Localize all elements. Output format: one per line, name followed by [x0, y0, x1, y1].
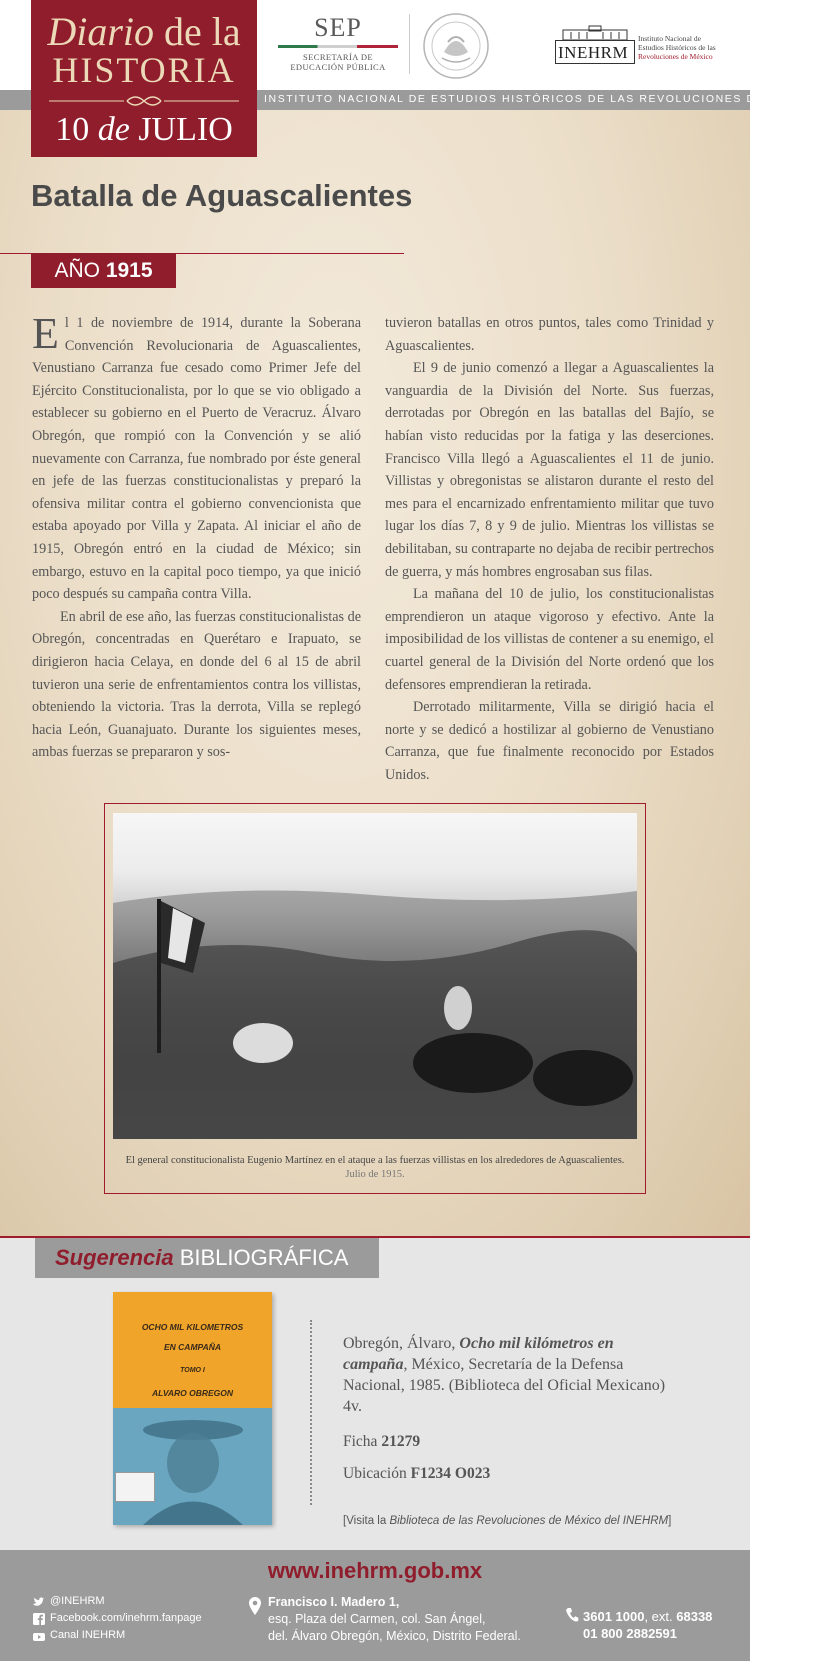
paragraph-1: l 1 de noviembre de 1914, durante la Soberana Convención Revolucionaria de Aguascalientes, Venustiano Carranza fue cesado como Primer Jefe del Ejército Constitucionalista, por lo que se vio obligado a establecer su gobierno en el Puerto de Veracruz. Álvaro Obregón, que rompió con la Convención y se alió nuevamente con Carranza, fue nombrado por éste general en jefe de las fuerzas constitucionalistas y preparó la ofensiva militar contra el gobierno convencionista que estaba apoyado por Villa y Zapata. Al iniciar el año de 1915, Obregón entró en la ciudad de México; sin embargo, estuvo en la capital poco tiempo, ya que inició poco después su campaña contra Villa.: [32, 315, 361, 603]
dotted-divider: [310, 1320, 312, 1505]
sep-logo: SEP SECRETARÍA DE EDUCACIÓN PÚBLICA: [278, 14, 398, 72]
location-pin-icon: [249, 1597, 261, 1615]
article-headline: Batalla de Aguascalientes: [31, 178, 413, 213]
sep-abbr: SEP: [314, 13, 362, 42]
facebook-link[interactable]: Facebook.com/inehrm.fanpage: [33, 1610, 202, 1627]
inehrm-building-icon: [563, 26, 627, 40]
article-column-2: [385, 312, 714, 786]
title-date: 10 de JULIO: [55, 111, 233, 148]
book-cover: OCHO MIL KILOMETROS EN CAMPAÑA TOMO I ALVARO OBREGON: [113, 1292, 272, 1525]
paragraph-3: El 9 de junio comenzó a llegar a Aguascalientes la vanguardia de la División del Norte. Sus fuerzas, derrotadas por Obregón en las batallas del Bajío, se habían visto reducidas por la fatiga y las deserciones. Francisco Villa llegó a Aguascalientes el 11 de junio. Villistas y obregonistas se alistaron durante el resto del mes para el encarnizado enfrentamiento militar que tuvo lugar los días 7, 8 y 9 de julio. Mientras los villistas se debilitaban, su contraparte no dejaba de recibir pertrechos de guerra, y más hombres engrosaban sus filas.: [385, 360, 714, 580]
photo-caption: El general constitucionalista Eugenio Martínez en el ataque a las fuerzas villistas en los alrededores de Aguascalientes. Julio de 1915.: [125, 1155, 625, 1180]
institute-band-text: INSTITUTO NACIONAL DE ESTUDIOS HISTÓRICOS DE LAS REVOLUCIONES DE MÉXICO: [264, 93, 820, 105]
title-historia: HISTORIA: [52, 50, 236, 90]
diario-historia-title: [31, 0, 257, 157]
ornament-icon: [49, 95, 239, 107]
twitter-link[interactable]: @INEHRM: [33, 1593, 202, 1610]
bibliography-tab: Sugerencia BIBLIOGRÁFICA: [35, 1238, 379, 1278]
national-seal-icon: [422, 12, 490, 80]
inehrm-abbr: INEHRM: [558, 43, 629, 62]
footer: [0, 1550, 750, 1661]
title-diario: Diario: [47, 9, 155, 54]
paragraph-4: La mañana del 10 de julio, los constitucionalistas emprendieron un ataque vigoroso y efectivo. Ante la imposibilidad de los villistas de contener a su enemigo, el cuartel general de la División del Norte ordenó que los defensores emprendieran la retirada.: [385, 586, 714, 693]
library-visit-note: [Visita la Biblioteca de las Revoluciones de México del INEHRM]: [343, 1515, 672, 1527]
library-label: [115, 1472, 155, 1502]
ficha-number: Ficha 21279: [343, 1433, 421, 1450]
logo-divider: [409, 14, 410, 74]
address: Francisco I. Madero 1, esq. Plaza del Carmen, col. San Ángel, del. Álvaro Obregón, México, Distrito Federal.: [268, 1595, 521, 1643]
phone-numbers: 3601 1000, ext. 68338 01 800 2882591: [583, 1609, 713, 1641]
paragraph-5: Derrotado militarmente, Villa se dirigió hacia el norte y se dedicó a hostilizar al gobierno de Venustiano Carranza, que fue finalmente reconocido por Estados Unidos.: [385, 699, 714, 783]
facebook-icon: [33, 1613, 45, 1625]
paragraph-2-continued: tuvieron batallas en otros puntos, tales como Trinidad y Aguascalientes.: [385, 315, 714, 354]
social-links: [33, 1593, 202, 1644]
historic-photo: [113, 813, 637, 1139]
youtube-link[interactable]: Canal INEHRM: [33, 1627, 202, 1644]
article-column-1: [32, 309, 361, 764]
inehrm-description: Instituto Nacional de Estudios Históricos de las Revoluciones de México: [638, 34, 716, 61]
website-link[interactable]: www.inehrm.gob.mx: [267, 1558, 483, 1583]
book-portrait-illustration: [113, 1408, 272, 1525]
year-badge: AÑO 1915: [31, 253, 176, 288]
drop-cap: E: [32, 309, 59, 358]
phone-icon: [566, 1608, 578, 1622]
inehrm-logo: [555, 26, 745, 66]
historic-photo-frame: [104, 803, 646, 1194]
title-de-la: de la: [154, 9, 241, 54]
ubicacion-code: Ubicación F1234 O023: [343, 1465, 491, 1482]
bibliographic-reference: Obregón, Álvaro, Ocho mil kilómetros en campaña, México, Secretaría de la Defensa Nacional, 1985. (Biblioteca del Oficial Mexicano) 4v.: [343, 1335, 666, 1415]
paragraph-2: En abril de ese año, las fuerzas constitucionalistas de Obregón, concentradas en Querétaro e Irapuato, se dirigieron hacia Celaya, en donde del 6 al 15 de abril tuvieron una serie de enfrentamientos contra los villistas, obteniendo la victoria. Tras la derrota, Villa se replegó hacia León, Guanajuato. Durante los siguientes meses, ambas fuerzas se prepararon y sos-: [32, 608, 361, 761]
youtube-icon: [33, 1630, 45, 1642]
troops-photo-illustration: [113, 813, 637, 1139]
twitter-icon: [33, 1596, 45, 1608]
